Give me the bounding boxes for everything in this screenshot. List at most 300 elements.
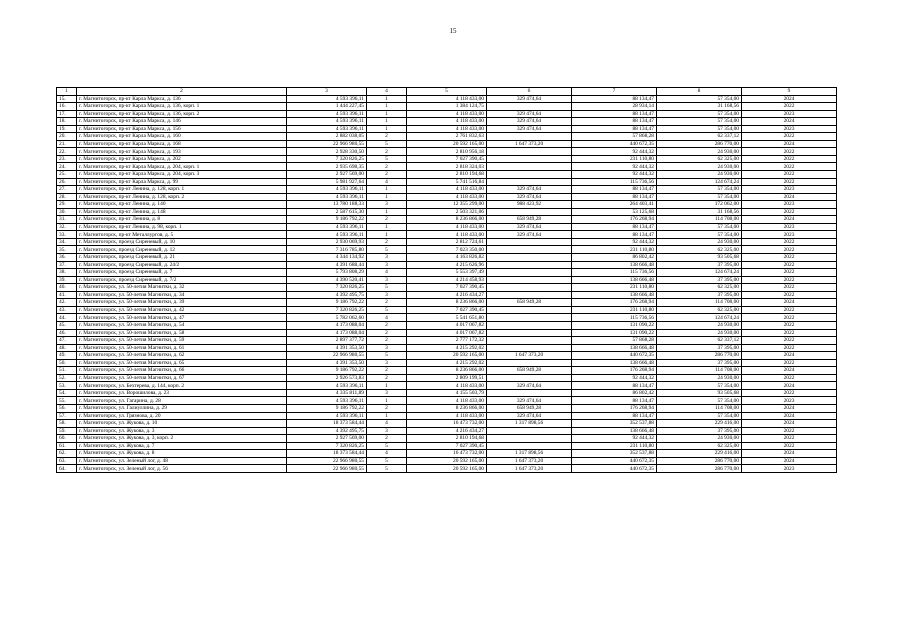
cost-col5-cell: 4 163 826,82 (407, 254, 487, 262)
year-cell: 2023 (742, 223, 837, 231)
year-cell: 2022 (742, 246, 837, 254)
total-cost-cell: 7 320 826,25 (287, 155, 367, 163)
cost-col5-cell: 4 216 434,27 (407, 291, 487, 299)
address-cell: г. Магнитогорск, проезд Сиреневый, д. 21 (77, 254, 287, 262)
address-cell: г. Магнитогорск, ул. Жукова, д. 8 (77, 450, 287, 458)
table-row (57, 178, 837, 186)
item-count-cell: 3 (367, 254, 407, 262)
year-cell: 2022 (742, 442, 837, 450)
year-cell: 2022 (742, 133, 837, 141)
total-cost-cell: 4 593 396,11 (287, 231, 367, 239)
cost-col6-cell (487, 254, 572, 262)
address-cell: г. Магнитогорск, ул. Жукова, д. 3 (77, 427, 287, 435)
table-row (57, 374, 837, 382)
row-number-cell: 36. (57, 254, 77, 262)
item-count-cell: 1 (367, 208, 407, 216)
cost-col5-cell: 2 809 199,51 (407, 374, 487, 382)
cost-col7-cell: 176 268,94 (572, 299, 657, 307)
cost-col6-cell (487, 163, 572, 171)
year-cell: 2022 (742, 103, 837, 111)
item-count-cell: 4 (367, 269, 407, 277)
column-number-cell: 6 (487, 88, 572, 96)
year-cell: 2024 (742, 216, 837, 224)
table-row (57, 404, 837, 412)
item-count-cell: 1 (367, 397, 407, 405)
address-cell: г. Магнитогорск, пр-кт Карла Маркса, д. 136, корп. 2 (77, 110, 287, 118)
cost-col8-cell: 37 395,00 (657, 427, 742, 435)
item-count-cell: 2 (367, 374, 407, 382)
column-number-row (57, 88, 837, 96)
cost-col6-cell: 658 949,28 (487, 299, 572, 307)
year-cell: 2022 (742, 321, 837, 329)
cost-col8-cell: 37 395,00 (657, 344, 742, 352)
cost-col8-cell: 57 354,00 (657, 397, 742, 405)
item-count-cell: 5 (367, 442, 407, 450)
address-cell: г. Магнитогорск, ул. Бехтерева, д. 144, корп. 2 (77, 382, 287, 390)
cost-col8-cell: 114 708,00 (657, 367, 742, 375)
cost-col6-cell (487, 427, 572, 435)
row-number-cell: 38. (57, 269, 77, 277)
cost-col6-cell (487, 284, 572, 292)
item-count-cell: 5 (367, 457, 407, 465)
cost-col7-cell: 176 268,94 (572, 216, 657, 224)
item-count-cell: 2 (367, 337, 407, 345)
row-number-cell: 20. (57, 133, 77, 141)
cost-col8-cell: 286 770,00 (657, 140, 742, 148)
cost-col5-cell: 7 027 390,45 (407, 306, 487, 314)
cost-col7-cell: 440 672,35 (572, 465, 657, 473)
column-number-cell: 9 (742, 88, 837, 96)
year-cell: 2022 (742, 291, 837, 299)
cost-col5-cell: 2 810 194,68 (407, 435, 487, 443)
cost-col8-cell: 124 674,24 (657, 314, 742, 322)
row-number-cell: 48. (57, 344, 77, 352)
cost-col7-cell: 138 666,48 (572, 359, 657, 367)
year-cell: 2024 (742, 140, 837, 148)
cost-col5-cell: 20 592 165,00 (407, 457, 487, 465)
cost-col7-cell: 28 934,14 (572, 103, 657, 111)
table-row (57, 254, 837, 262)
year-cell: 2022 (742, 374, 837, 382)
item-count-cell: 1 (367, 231, 407, 239)
address-cell: г. Магнитогорск, ул. 50-летия Магнитки, д. 62 (77, 352, 287, 360)
cost-col8-cell: 114 708,00 (657, 404, 742, 412)
item-count-cell: 3 (367, 344, 407, 352)
cost-col6-cell: 1 317 898,56 (487, 450, 572, 458)
address-cell: г. Магнитогорск, проезд Сиреневый, д. 12 (77, 246, 287, 254)
cost-col5-cell: 5 553 397,49 (407, 269, 487, 277)
cost-col8-cell: 62 325,00 (657, 442, 742, 450)
cost-col7-cell: 264 403,41 (572, 201, 657, 209)
total-cost-cell: 2 587 615,30 (287, 208, 367, 216)
cost-col5-cell: 4 118 433,00 (407, 223, 487, 231)
cost-col8-cell: 124 674,24 (657, 269, 742, 277)
item-count-cell: 1 (367, 103, 407, 111)
item-count-cell: 1 (367, 186, 407, 194)
row-number-cell: 47. (57, 337, 77, 345)
cost-col7-cell: 231 110,80 (572, 306, 657, 314)
address-cell: г. Магнитогорск, пр-кт Карла Маркса, д. 160 (77, 133, 287, 141)
year-cell: 2022 (742, 155, 837, 163)
year-cell: 2022 (742, 261, 837, 269)
total-cost-cell: 2 897 377,72 (287, 337, 367, 345)
total-cost-cell: 22 966 980,55 (287, 457, 367, 465)
item-count-cell: 3 (367, 291, 407, 299)
cost-col7-cell: 92 444,32 (572, 148, 657, 156)
row-number-cell: 24. (57, 163, 77, 171)
cost-col5-cell: 4 017 067,82 (407, 321, 487, 329)
table-row (57, 148, 837, 156)
table-row (57, 306, 837, 314)
column-number-cell: 4 (367, 88, 407, 96)
cost-col6-cell: 1 647 373,20 (487, 465, 572, 473)
address-cell: г. Магнитогорск, пр-кт Карла Маркса, д. 204, корп. 1 (77, 163, 287, 171)
housing-register-table (56, 87, 837, 473)
cost-col8-cell: 24 930,00 (657, 163, 742, 171)
total-cost-cell: 4 335 811,89 (287, 389, 367, 397)
table-row (57, 299, 837, 307)
row-number-cell: 18. (57, 118, 77, 126)
cost-col5-cell: 8 236 866,00 (407, 299, 487, 307)
row-number-cell: 31. (57, 216, 77, 224)
address-cell: г. Магнитогорск, ул. 50-летия Магнитки, д. 54 (77, 321, 287, 329)
cost-col5-cell: 1 384 124,75 (407, 103, 487, 111)
cost-col6-cell: 658 949,28 (487, 404, 572, 412)
year-cell: 2022 (742, 427, 837, 435)
cost-col5-cell: 2 503 321,06 (407, 208, 487, 216)
cost-col5-cell: 4 214 458,93 (407, 276, 487, 284)
cost-col8-cell: 229 416,00 (657, 420, 742, 428)
table-row (57, 427, 837, 435)
cost-col5-cell: 4 215 626,96 (407, 261, 487, 269)
year-cell: 2022 (742, 306, 837, 314)
cost-col6-cell: 329 474,64 (487, 412, 572, 420)
cost-col5-cell: 4 118 433,00 (407, 125, 487, 133)
total-cost-cell: 4 392 495,75 (287, 291, 367, 299)
total-cost-cell: 4 593 396,11 (287, 412, 367, 420)
cost-col7-cell: 115 736,56 (572, 269, 657, 277)
cost-col6-cell (487, 435, 572, 443)
cost-col6-cell (487, 442, 572, 450)
table-row (57, 140, 837, 148)
year-cell: 2024 (742, 352, 837, 360)
row-number-cell: 35. (57, 246, 77, 254)
cost-col8-cell: 57 354,00 (657, 223, 742, 231)
cost-col8-cell: 62 337,12 (657, 133, 742, 141)
item-count-cell: 2 (367, 148, 407, 156)
table-row (57, 389, 837, 397)
table-row (57, 450, 837, 458)
year-cell: 2022 (742, 435, 837, 443)
cost-col7-cell: 88 134,47 (572, 186, 657, 194)
total-cost-cell: 4 593 396,11 (287, 118, 367, 126)
total-cost-cell: 2 935 698,35 (287, 163, 367, 171)
row-number-cell: 53. (57, 382, 77, 390)
cost-col8-cell: 24 930,00 (657, 329, 742, 337)
cost-col6-cell: 329 474,64 (487, 95, 572, 103)
cost-col7-cell: 92 444,32 (572, 374, 657, 382)
year-cell: 2023 (742, 186, 837, 194)
year-cell: 2024 (742, 95, 837, 103)
cost-col7-cell: 86 802,42 (572, 254, 657, 262)
address-cell: г. Магнитогорск, пр-кт Ленина, д. 98, корп. 1 (77, 223, 287, 231)
row-number-cell: 41. (57, 291, 77, 299)
address-cell: г. Магнитогорск, пр-кт Ленина, д. 140 (77, 201, 287, 209)
total-cost-cell: 22 966 980,55 (287, 140, 367, 148)
cost-col8-cell: 31 168,56 (657, 208, 742, 216)
row-number-cell: 55. (57, 397, 77, 405)
total-cost-cell: 4 593 396,11 (287, 186, 367, 194)
cost-col6-cell: 1 647 373,20 (487, 140, 572, 148)
cost-col8-cell: 57 354,00 (657, 95, 742, 103)
year-cell: 2022 (742, 337, 837, 345)
cost-col5-cell: 20 592 165,00 (407, 465, 487, 473)
year-cell: 2024 (742, 193, 837, 201)
cost-col6-cell (487, 238, 572, 246)
total-cost-cell: 9 186 792,22 (287, 299, 367, 307)
cost-col5-cell: 2 810 194,68 (407, 171, 487, 179)
cost-col5-cell: 8 236 866,00 (407, 367, 487, 375)
address-cell: г. Магнитогорск, пр-кт Карла Маркса, д. 99 (77, 178, 287, 186)
year-cell: 2024 (742, 420, 837, 428)
table-row (57, 465, 837, 473)
cost-col8-cell: 24 930,00 (657, 435, 742, 443)
cost-col7-cell: 231 110,80 (572, 284, 657, 292)
cost-col8-cell: 93 505,68 (657, 389, 742, 397)
cost-col7-cell: 138 666,48 (572, 276, 657, 284)
cost-col6-cell: 658 949,28 (487, 367, 572, 375)
address-cell: г. Магнитогорск, ул. Жукова, д. 3, корп. 2 (77, 435, 287, 443)
cost-col5-cell: 4 215 292,02 (407, 344, 487, 352)
year-cell: 2023 (742, 397, 837, 405)
cost-col5-cell: 4 118 433,00 (407, 110, 487, 118)
cost-col8-cell: 57 354,00 (657, 186, 742, 194)
page-number: 15 (449, 27, 457, 35)
total-cost-cell: 4 593 396,11 (287, 193, 367, 201)
item-count-cell: 2 (367, 299, 407, 307)
cost-col6-cell (487, 329, 572, 337)
cost-col5-cell: 5 741 516,84 (407, 178, 487, 186)
row-number-cell: 45. (57, 321, 77, 329)
total-cost-cell: 4 173 088,04 (287, 321, 367, 329)
cost-col6-cell (487, 155, 572, 163)
cost-col5-cell: 7 027 390,45 (407, 155, 487, 163)
total-cost-cell: 5 793 808,29 (287, 269, 367, 277)
cost-col7-cell: 88 134,47 (572, 95, 657, 103)
cost-col8-cell: 62 325,00 (657, 246, 742, 254)
year-cell: 2022 (742, 238, 837, 246)
year-cell: 2022 (742, 148, 837, 156)
address-cell: г. Магнитогорск, пр-кт Карла Маркса, д. 136 (77, 95, 287, 103)
cost-col5-cell: 7 023 350,00 (407, 246, 487, 254)
cost-col8-cell: 57 354,00 (657, 382, 742, 390)
cost-col8-cell: 93 505,68 (657, 254, 742, 262)
cost-col6-cell (487, 306, 572, 314)
total-cost-cell: 7 320 826,25 (287, 306, 367, 314)
cost-col5-cell: 12 355 299,00 (407, 201, 487, 209)
address-cell: г. Магнитогорск, проезд Сиреневый, д. 24/2 (77, 261, 287, 269)
total-cost-cell: 4 593 396,11 (287, 125, 367, 133)
table-row (57, 269, 837, 277)
table-row (57, 420, 837, 428)
cost-col5-cell: 4 216 434,27 (407, 427, 487, 435)
table-row (57, 382, 837, 390)
table-row (57, 352, 837, 360)
year-cell: 2024 (742, 412, 837, 420)
cost-col5-cell: 16 473 732,00 (407, 450, 487, 458)
address-cell: г. Магнитогорск, ул. Ворошилова, д. 23 (77, 389, 287, 397)
cost-col6-cell: 329 474,64 (487, 186, 572, 194)
row-number-cell: 17. (57, 110, 77, 118)
table-row (57, 133, 837, 141)
row-number-cell: 62. (57, 450, 77, 458)
row-number-cell: 16. (57, 103, 77, 111)
cost-col7-cell: 138 666,48 (572, 344, 657, 352)
table-row (57, 95, 837, 103)
cost-col5-cell: 4 118 433,00 (407, 193, 487, 201)
cost-col5-cell: 4 118 433,00 (407, 231, 487, 239)
address-cell: г. Магнитогорск, ул. 50-летия Магнитки, д. 59 (77, 337, 287, 345)
item-count-cell: 1 (367, 223, 407, 231)
item-count-cell: 2 (367, 404, 407, 412)
year-cell: 2022 (742, 171, 837, 179)
cost-col7-cell: 440 672,35 (572, 457, 657, 465)
table-row (57, 163, 837, 171)
cost-col7-cell: 88 134,47 (572, 412, 657, 420)
row-number-cell: 15. (57, 95, 77, 103)
row-number-cell: 51. (57, 367, 77, 375)
address-cell: г. Магнитогорск, пр-кт Металлургов, д. 5 (77, 231, 287, 239)
table-row (57, 223, 837, 231)
cost-col6-cell (487, 246, 572, 254)
row-number-cell: 39. (57, 276, 77, 284)
cost-col6-cell: 988 423,92 (487, 201, 572, 209)
year-cell: 2022 (742, 284, 837, 292)
cost-col8-cell: 62 337,12 (657, 337, 742, 345)
address-cell: г. Магнитогорск, ул. Галиуллина, д. 29 (77, 404, 287, 412)
address-cell: г. Магнитогорск, ул. Грязнова, д. 20 (77, 412, 287, 420)
table-row (57, 193, 837, 201)
cost-col8-cell: 37 395,00 (657, 276, 742, 284)
row-number-cell: 32. (57, 223, 77, 231)
cost-col5-cell: 4 118 433,00 (407, 382, 487, 390)
cost-col6-cell (487, 208, 572, 216)
address-cell: г. Магнитогорск, пр-кт Карла Маркса, д. 146 (77, 118, 287, 126)
cost-col7-cell: 138 666,48 (572, 261, 657, 269)
row-number-cell: 30. (57, 208, 77, 216)
item-count-cell: 1 (367, 110, 407, 118)
cost-col7-cell: 440 672,35 (572, 140, 657, 148)
cost-col6-cell: 658 949,28 (487, 216, 572, 224)
total-cost-cell: 9 186 792,22 (287, 367, 367, 375)
cost-col7-cell: 352 537,88 (572, 450, 657, 458)
cost-col6-cell: 1 647 373,20 (487, 352, 572, 360)
year-cell: 2024 (742, 299, 837, 307)
cost-col7-cell: 115 736,56 (572, 178, 657, 186)
cost-col5-cell: 4 155 503,79 (407, 389, 487, 397)
item-count-cell: 1 (367, 193, 407, 201)
table-row (57, 412, 837, 420)
row-number-cell: 46. (57, 329, 77, 337)
row-number-cell: 33. (57, 231, 77, 239)
address-cell: г. Магнитогорск, проезд Сиреневый, д. 7/2 (77, 276, 287, 284)
cost-col5-cell: 4 017 067,82 (407, 329, 487, 337)
table-row (57, 276, 837, 284)
cost-col8-cell: 57 354,00 (657, 231, 742, 239)
item-count-cell: 3 (367, 359, 407, 367)
row-number-cell: 64. (57, 465, 77, 473)
row-number-cell: 58. (57, 420, 77, 428)
cost-col5-cell: 2 810 956,18 (407, 148, 487, 156)
total-cost-cell: 4 593 396,11 (287, 110, 367, 118)
table-row (57, 291, 837, 299)
item-count-cell: 5 (367, 155, 407, 163)
row-number-cell: 56. (57, 404, 77, 412)
total-cost-cell: 7 320 826,25 (287, 284, 367, 292)
table-row (57, 171, 837, 179)
cost-col5-cell: 7 027 390,45 (407, 442, 487, 450)
cost-col6-cell (487, 133, 572, 141)
row-number-cell: 21. (57, 140, 77, 148)
cost-col6-cell (487, 291, 572, 299)
table-row (57, 321, 837, 329)
address-cell: г. Магнитогорск, пр-кт Карла Маркса, д. 136, корп. 1 (77, 103, 287, 111)
total-cost-cell: 2 882 038,05 (287, 133, 367, 141)
total-cost-cell: 22 966 980,55 (287, 352, 367, 360)
year-cell: 2024 (742, 404, 837, 412)
row-number-cell: 37. (57, 261, 77, 269)
cost-col5-cell: 4 118 433,00 (407, 95, 487, 103)
total-cost-cell: 13 780 188,33 (287, 201, 367, 209)
address-cell: г. Магнитогорск, проезд Сиреневый, д. 7 (77, 269, 287, 277)
cost-col8-cell: 124 674,24 (657, 178, 742, 186)
total-cost-cell: 9 186 792,22 (287, 216, 367, 224)
total-cost-cell: 4 173 088,04 (287, 329, 367, 337)
cost-col6-cell (487, 171, 572, 179)
year-cell: 2022 (742, 163, 837, 171)
row-number-cell: 57. (57, 412, 77, 420)
table-row (57, 344, 837, 352)
item-count-cell: 2 (367, 238, 407, 246)
item-count-cell: 4 (367, 420, 407, 428)
year-cell: 2022 (742, 314, 837, 322)
address-cell: г. Магнитогорск, пр-кт Ленина, д. 148 (77, 208, 287, 216)
year-cell: 2022 (742, 269, 837, 277)
cost-col5-cell: 8 236 866,00 (407, 404, 487, 412)
cost-col7-cell: 231 110,80 (572, 246, 657, 254)
item-count-cell: 1 (367, 125, 407, 133)
address-cell: г. Магнитогорск, пр-кт Карла Маркса, д. 168 (77, 140, 287, 148)
cost-col6-cell: 329 474,64 (487, 382, 572, 390)
total-cost-cell: 22 966 980,55 (287, 465, 367, 473)
row-number-cell: 43. (57, 306, 77, 314)
total-cost-cell: 4 344 134,92 (287, 254, 367, 262)
cost-col6-cell (487, 103, 572, 111)
table-row (57, 442, 837, 450)
row-number-cell: 54. (57, 389, 77, 397)
total-cost-cell: 4 391 353,50 (287, 344, 367, 352)
cost-col7-cell: 131 090,22 (572, 329, 657, 337)
address-cell: г. Магнитогорск, ул. 50-летия Магнитки, д. 61 (77, 344, 287, 352)
cost-col6-cell: 329 474,64 (487, 118, 572, 126)
cost-col8-cell: 57 354,00 (657, 125, 742, 133)
year-cell: 2022 (742, 254, 837, 262)
year-cell: 2022 (742, 276, 837, 284)
address-cell: г. Магнитогорск, пр-кт Ленина, д. 128, корп. 2 (77, 193, 287, 201)
address-cell: г. Магнитогорск, ул. 50-летия Магнитки, д. 67 (77, 374, 287, 382)
total-cost-cell: 5 782 062,60 (287, 314, 367, 322)
item-count-cell: 5 (367, 465, 407, 473)
